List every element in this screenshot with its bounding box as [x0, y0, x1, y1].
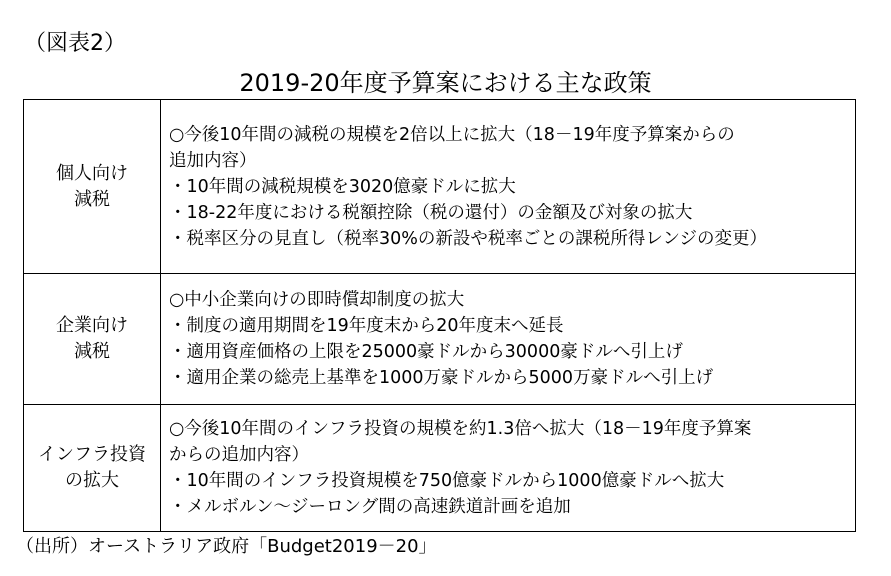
- detail-line: ・メルボルン～ジーロング間の高速鉄道計画を追加: [169, 497, 571, 517]
- detail-line: ○今後10年間の減税の規模を2倍以上に拡大（18－19年度予算案からの: [169, 124, 735, 145]
- category-line: インフラ投資: [38, 444, 146, 465]
- category-line: 個人向け: [56, 162, 128, 184]
- detail-cell: [161, 274, 856, 405]
- detail-line: ・10年間のインフラ投資規模を750億豪ドルから1000億豪ドルへ拡大: [169, 471, 725, 491]
- detail-line: ・適用資産価格の上限を25000豪ドルから30000豪ドルへ引上げ: [169, 342, 683, 362]
- category-line: 減税: [74, 188, 110, 210]
- detail-line: ○今後10年間のインフラ投資の規模を約1.3倍へ拡大（18－19年度予算案: [169, 419, 752, 439]
- table-row: [24, 100, 856, 274]
- detail-line: ・税率区分の見直し（税率30%の新設や税率ごとの課税所得レンジの変更）: [169, 228, 768, 249]
- figure-label: （図表2）: [24, 31, 126, 56]
- table-row: [24, 274, 856, 405]
- detail-line: ・適用企業の総売上基準を1000万豪ドルから5000万豪ドルへ引上げ: [169, 368, 714, 388]
- category-cell: [24, 405, 161, 532]
- category-line: 企業向け: [56, 315, 128, 336]
- table-row: [24, 405, 856, 532]
- detail-line: ・10年間の減税規模を3020億豪ドルに拡大: [169, 176, 516, 197]
- source-note: （出所）オーストラリア政府「Budget2019－20」: [16, 536, 437, 557]
- detail-cell: [161, 405, 856, 532]
- detail-line: からの追加内容）: [169, 445, 309, 465]
- detail-line: ○中小企業向けの即時償却制度の拡大: [169, 290, 465, 310]
- detail-cell: [161, 100, 856, 274]
- page-title: 2019-20年度予算案における主な政策: [239, 69, 652, 97]
- category-cell: [24, 100, 161, 274]
- detail-line: 追加内容）: [169, 150, 257, 171]
- category-cell: [24, 274, 161, 405]
- detail-line: ・18-22年度における税額控除（税の還付）の金額及び対象の拡大: [169, 202, 693, 223]
- category-line: 減税: [74, 341, 110, 362]
- policy-table: [23, 99, 856, 532]
- detail-line: ・制度の適用期間を19年度末から20年度末へ延長: [169, 316, 564, 336]
- category-line: の拡大: [65, 470, 119, 491]
